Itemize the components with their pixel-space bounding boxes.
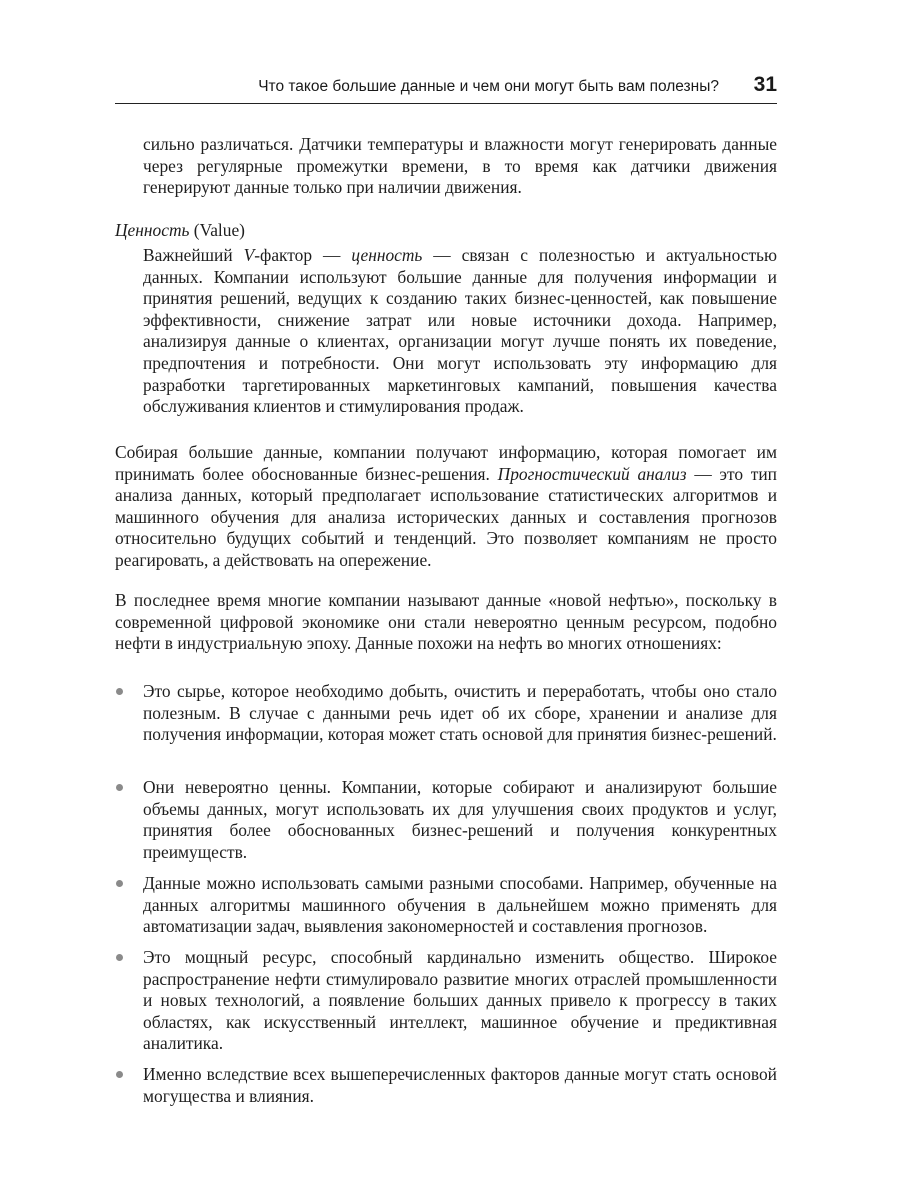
bullet-item: Это сырье, которое необходимо добыть, очистить и переработать, чтобы оно стало полезным. В случае с данными речь идет об их сборе, хранении и анализе для получения информации, которая может стать основой для принятия бизнес-решений. [143, 681, 777, 745]
bullet-marker [116, 1071, 123, 1078]
running-header [115, 72, 777, 104]
term-heading-en: (Value) [193, 220, 245, 240]
bullet-item: Именно вследствие всех вышеперечисленных факторов данные могут стать основой могущества и влияния. [143, 1064, 777, 1106]
bullet-marker [116, 688, 123, 695]
page-number: 31 [753, 73, 777, 96]
bullet-item: Они невероятно ценны. Компании, которые собирают и анализируют большие объемы данных, могут использовать их для улучшения своих продуктов и услуг, принятия более обоснованных бизнес-решений и получения конкурентных преимуществ. [143, 777, 777, 862]
bullet-marker [116, 880, 123, 887]
term-heading-ru: Ценность [115, 220, 190, 240]
value-definition-paragraph: Важнейший V-фактор — ценность — связан с полезностью и актуальностью данных. Компании используют большие данные для получения информации и принятия решений, ведущих к созданию таких бизнес-ценностей, как повышение эффективности, снижение затрат или новые источники дохода. Например, анализируя данные о клиентах, организации могут лучше понять их поведение, предпочтения и потребности. Они могут использовать эту информацию для разработки таргетированных маркетинговых кампаний, повышения качества обслуживания клиентов и стимулирования продаж. [143, 245, 777, 417]
new-oil-paragraph: В последнее время многие компании называют данные «новой нефтью», поскольку в современной цифровой экономике они стали невероятно ценным ресурсом, подобно нефти в индустриальную эпоху. Данные похожи на нефть во многих отношениях: [115, 590, 777, 654]
bullet-item: Это мощный ресурс, способный кардинально изменить общество. Широкое распространение нефти стимулировало развитие многих отраслей промышленности и новых технологий, а появление больших данных привело к прогрессу в таких областях, как искусственный интеллект, машинное обучение и предиктивная аналитика. [143, 947, 777, 1054]
bullet-marker [116, 784, 123, 791]
running-header-title: Что такое большие данные и чем они могут быть вам полезны? [258, 78, 719, 95]
bullet-marker [116, 954, 123, 961]
predictive-analysis-paragraph: Собирая большие данные, компании получают информацию, которая помогает им принимать более обоснованные бизнес-решения. Прогностический анализ — это тип анализа данных, который предполагает использование статистических алгоритмов и машинного обучения для анализа исторических данных и составления прогнозов относительно будущих событий и тенденций. Это позволяет компаниям не просто реагировать, а действовать на опережение. [115, 442, 777, 570]
term-heading-value [115, 220, 777, 242]
continuation-paragraph: сильно различаться. Датчики температуры и влажности могут генерировать данные через регулярные промежутки времени, в то время как датчики движения генерируют данные только при наличии движения. [143, 134, 777, 198]
bullet-item: Данные можно использовать самыми разными способами. Например, обученные на данных алгоритмы машинного обучения в дальнейшем можно применять для автоматизации задач, выявления закономерностей и составления прогнозов. [143, 873, 777, 937]
